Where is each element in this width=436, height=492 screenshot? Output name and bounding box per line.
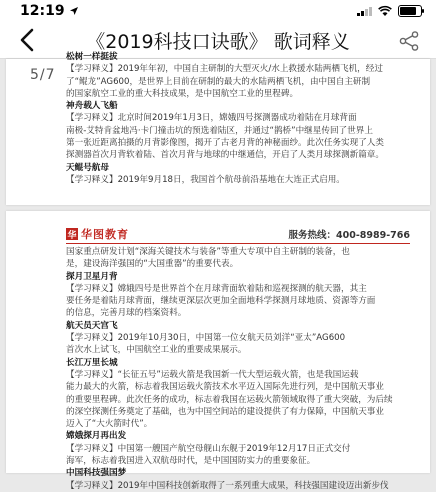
text-line: 迈入了“大火箭时代”。 bbox=[66, 419, 153, 430]
text-line: 是，建设海洋强国的“大国重器”的重要代表。 bbox=[66, 259, 239, 270]
text-line: 了“鲲龙”AG600，是世界上目前在研制的最大的水陆两栖飞机，由中国自主研制 bbox=[66, 76, 371, 87]
section-heading: 嫦娥探月再出发 bbox=[66, 431, 127, 442]
section-heading: 长江万里长城 bbox=[66, 357, 118, 368]
text-line: 【学习释义】2019年中国科技创新取得了一系列重大成果，科技强国建设迈出新步伐 bbox=[66, 480, 389, 491]
text-line: 【学习释义】2019年10月30日，中国第一位女航天员刘洋“亚太”AG600 bbox=[66, 333, 346, 344]
back-button[interactable] bbox=[14, 26, 40, 54]
section-heading: 探月卫星月背 bbox=[66, 271, 118, 282]
section-heading: 天鲲号航母 bbox=[66, 162, 109, 173]
status-time-text: 12:19 bbox=[20, 3, 65, 19]
text-line: 第一张近距离拍摄的月背影像图，揭开了古老月背的神秘面纱。此次任务实现了人类 bbox=[66, 138, 384, 149]
text-line: 海军，标志着我国进入双航母时代，是中国国防实力的重要象征。 bbox=[66, 456, 316, 467]
status-icons bbox=[357, 5, 422, 17]
document-page[interactable] bbox=[6, 52, 430, 205]
text-line: 的国家航空工业的重大科技成果，是中国航空工业的里程碑。 bbox=[66, 88, 299, 99]
page-title: 《2019科技口诀歌》 歌词释义 bbox=[86, 31, 350, 53]
page-text-block bbox=[66, 51, 410, 186]
logo-mark: 华 bbox=[66, 228, 78, 240]
status-time bbox=[20, 3, 79, 19]
text-line: 【学习释义】“长征五号”运载火箭是我国新一代大型运载火箭，也是我国运载 bbox=[66, 369, 359, 380]
page-indicator: 5/7 bbox=[30, 67, 56, 83]
text-line: 的重要里程碑。此次任务的成功，标志着我国在运载火箭领域取得了重大突破，为后续 bbox=[66, 394, 393, 405]
brand-logo bbox=[66, 226, 129, 242]
text-line: 【学习释义】中国第一艘国产航空母舰山东舰于2019年12月17日正式交付 bbox=[66, 443, 351, 454]
text-line: 【学习释义】2019年9月18日，我国首个航母前沿基地在大连正式启用。 bbox=[66, 174, 345, 185]
text-line: 能力最大的火箭，标志着我国运载火箭技术水平迈入国际先进行列，是中国航天事业 bbox=[66, 382, 384, 393]
text-line: 要任务是着陆月球背面，继续更深层次更加全面地科学探测月球地质、资源等方面 bbox=[66, 296, 376, 307]
status-bar bbox=[0, 0, 436, 22]
page-text-block bbox=[66, 246, 410, 492]
text-line: 探测器首次月背软着陆、首次月背与地球的中继通信，开启了人类月球探测新篇章。 bbox=[66, 150, 384, 161]
document-page[interactable] bbox=[6, 211, 430, 491]
text-line: 的深空探测任务奠定了基础，也为中国空间站的建设提供了有力保障，中国航天事业 bbox=[66, 406, 384, 417]
section-heading: 神舟载人飞船 bbox=[66, 101, 118, 112]
text-line: 【学习释义】北京时间2019年1月3日，嫦娥四号探测器成功着陆在月球背面 bbox=[66, 113, 357, 124]
share-icon[interactable] bbox=[398, 30, 420, 52]
battery-icon bbox=[398, 5, 422, 17]
text-line: 【学习释义】2019年年初，中国自主研制的大型灭火/水上救援水陆两栖飞机，经过 bbox=[66, 64, 383, 75]
section-heading: 松树一样挺拔 bbox=[66, 52, 118, 62]
section-heading: 中国科技强国梦 bbox=[66, 468, 127, 479]
text-line: 【学习释义】嫦娥四号是世界首个在月球背面软着陆和巡视探测的航天器，其主 bbox=[66, 283, 367, 294]
location-arrow-icon bbox=[69, 6, 79, 16]
brand-name: 华图教育 bbox=[81, 228, 129, 241]
text-line: 的信息，完善月球的档案资料。 bbox=[66, 308, 187, 319]
text-line: 南极-艾特肯盆地冯·卡门撞击坑的预选着陆区，并通过“鹊桥”中继星传回了世界上 bbox=[66, 125, 373, 136]
page-header bbox=[66, 225, 410, 244]
text-line: 国家重点研发计划“深海关键技术与装备”等重大专项中自主研制的装备，也 bbox=[66, 247, 350, 257]
wifi-icon bbox=[378, 6, 392, 17]
text-line: 首次水上试飞，中国航空工业的重要成果展示。 bbox=[66, 345, 247, 356]
section-heading: 航天员天宫飞 bbox=[66, 320, 118, 331]
cellular-signal-icon bbox=[357, 6, 372, 16]
hotline-text: 服务热线：400-8989-766 bbox=[288, 230, 410, 241]
chevron-left-icon bbox=[19, 28, 35, 52]
